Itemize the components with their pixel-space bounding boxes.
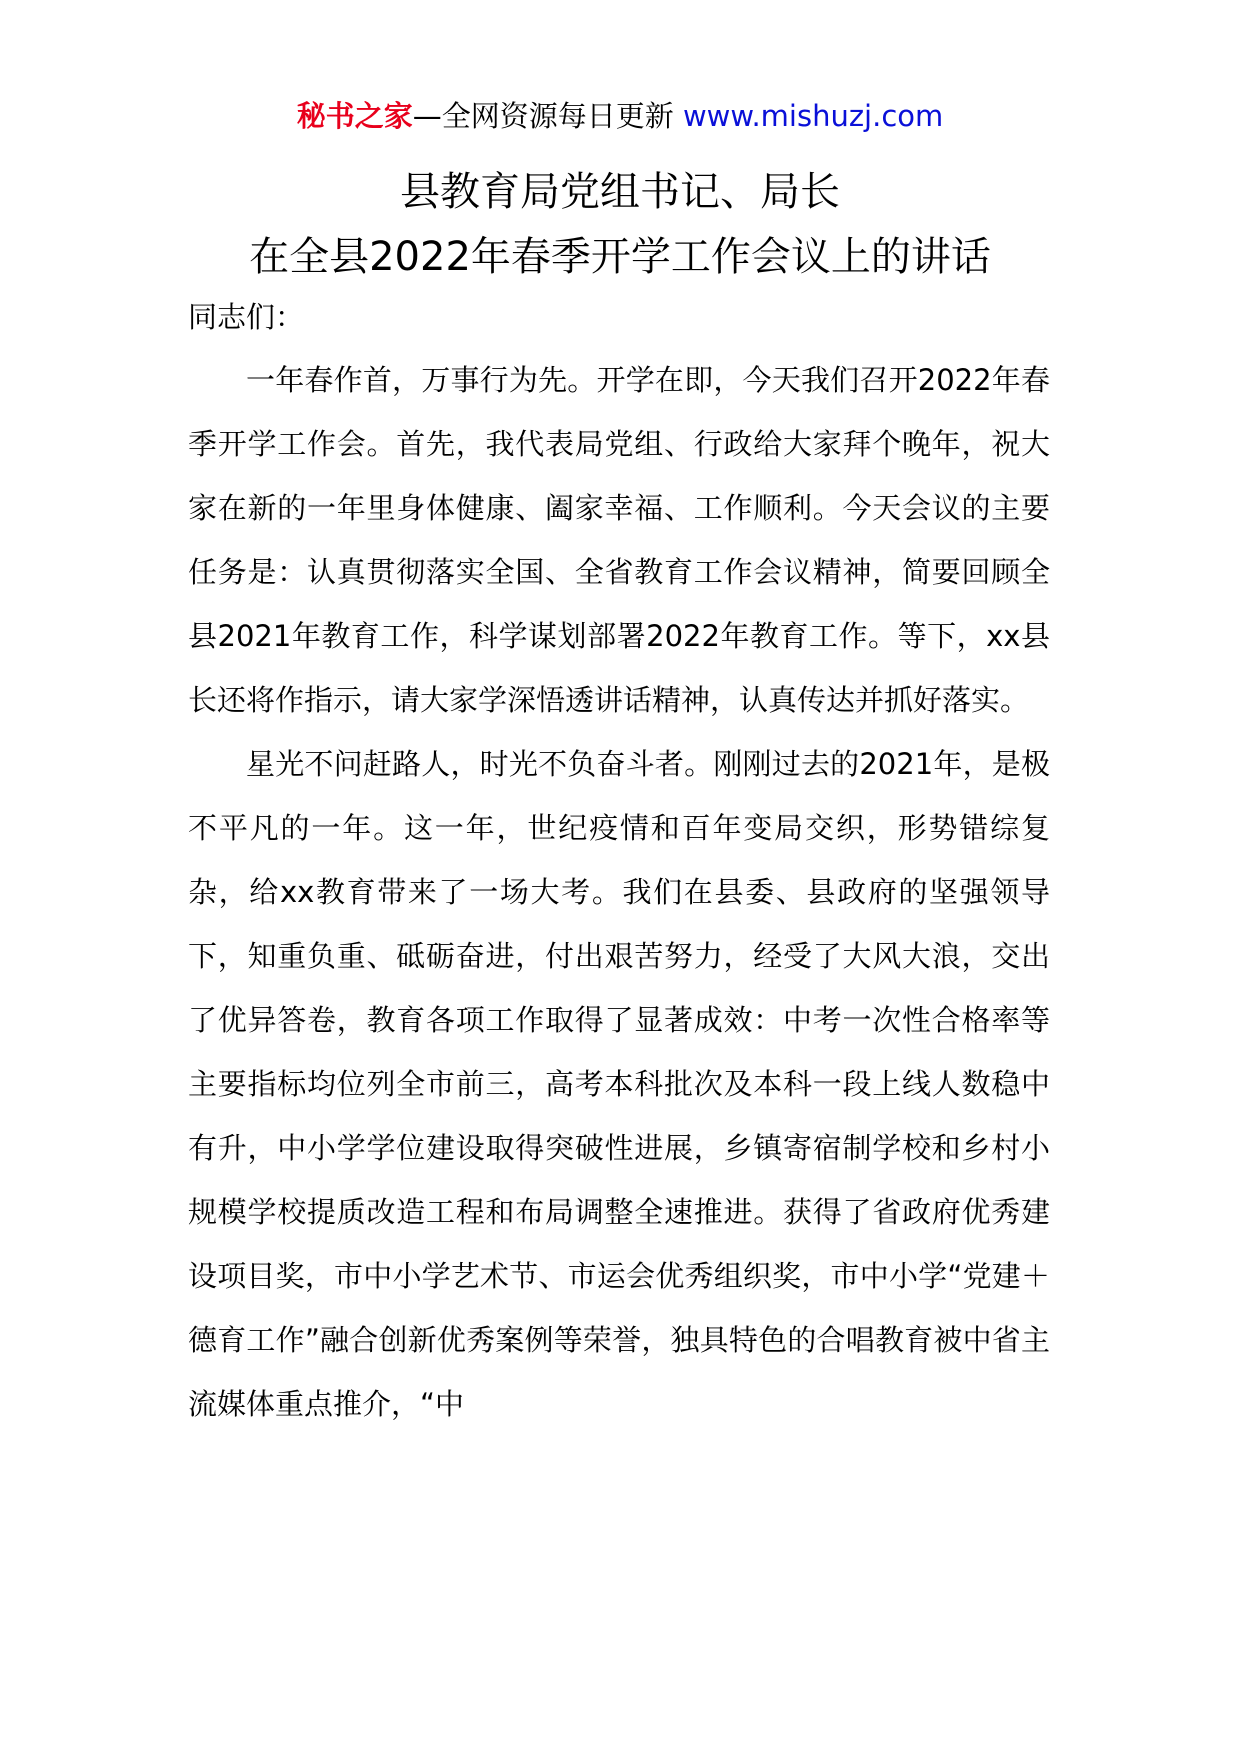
site-header [0,96,1240,136]
document-title-line-1: 县教育局党组书记、局长 [400,169,840,215]
site-url-link[interactable]: www.mishuzj.com [682,99,944,133]
document-title-line-2: 在全县2022年春季开学工作会议上的讲话 [249,234,991,280]
paragraph-1: 一年春作首，万事行为先。开学在即，今天我们召开2022年春季开学工作会。首先，我代表局党组、行政给大家拜个晚年，祝大家在新的一年里身体健康、阖家幸福、工作顺利。今天会议的主要任务是：认真贯彻落实全国、全省教育工作会议精神，简要回顾全县2021年教育工作，科学谋划部署2022年教育工作。等下，xx县长还将作指示，请大家学深悟透讲话精神，认真传达并抓好落实。 [188,363,1050,717]
document-body [188,292,1050,1436]
site-tagline: —全网资源每日更新 [412,99,674,133]
salutation: 同志们： [188,300,305,334]
site-brand: 秘书之家 [296,99,413,133]
paragraph-2: 星光不问赶路人，时光不负奋斗者。刚刚过去的2021年，是极不平凡的一年。这一年，世纪疫情和百年变局交织，形势错综复杂，给xx教育带来了一场大考。我们在县委、县政府的坚强领导下，知重负重、砥砺奋进，付出艰苦努力，经受了大风大浪，交出了优异答卷，教育各项工作取得了显著成效：中考一次性合格率等主要指标均位列全市前三，高考本科批次及本科一段上线人数稳中有升，中小学学位建设取得突破性进展，乡镇寄宿制学校和乡村小规模学校提质改造工程和布局调整全速推进。获得了省政府优秀建设项目奖，市中小学艺术节、市运会优秀组织奖，市中小学“党建＋德育工作”融合创新优秀案例等荣誉，独具特色的合唱教育被中省主流媒体重点推介，“中 [188,747,1050,1421]
